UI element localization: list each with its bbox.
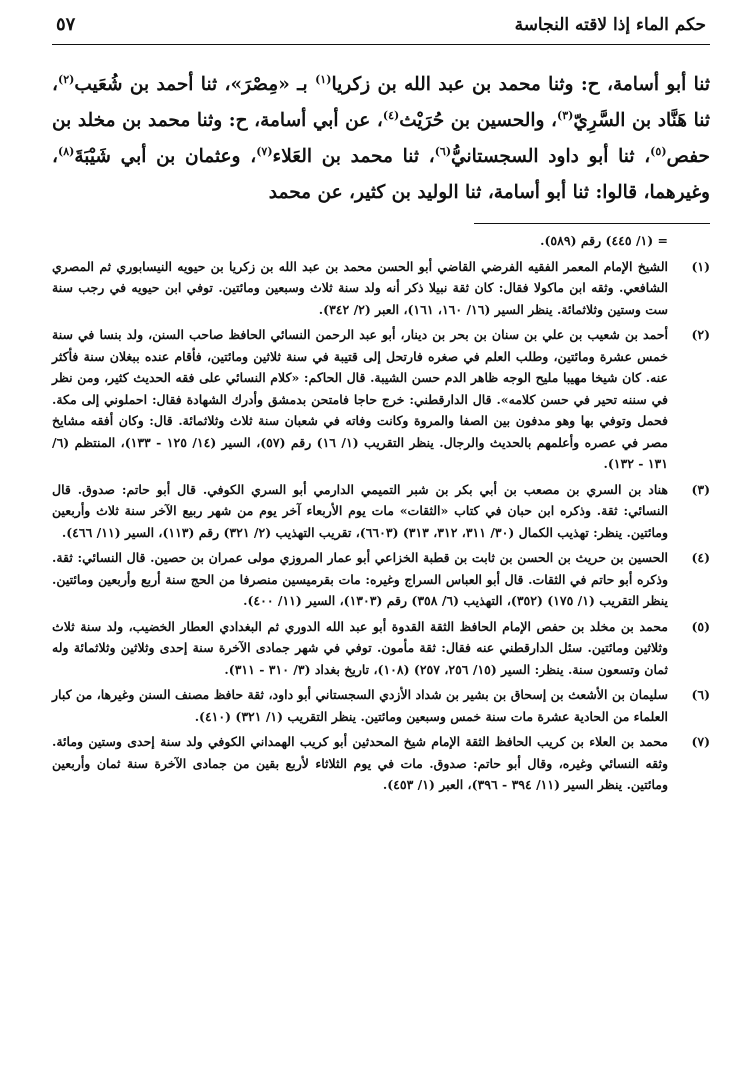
footnote [52, 479, 710, 544]
note-ref: (٤) [382, 108, 400, 122]
text-segment: ، ثنا محمد بن العَلاء [272, 146, 435, 167]
page-header [52, 14, 710, 45]
text-segment: بـ «مِصْرَ»، ثنا أحمد بن شُعَيب [74, 74, 308, 95]
footnote-divider [474, 223, 710, 224]
note-ref: (٧) [256, 144, 273, 158]
note-ref: (٦) [434, 144, 452, 158]
footnote-number: (١) [691, 258, 710, 274]
footnote-continuation: = (١/ ٤٤٥) رقم (٥٨٩). [540, 233, 668, 248]
footnote-number: (٧) [691, 734, 710, 749]
footnote-text: محمد بن العلاء بن كريب الحافظ الثقة الإمام شيخ المحدثين أبو كريب الهمداني الكوفي ولد سنة إحدى وستين ومائة. وثقه النسائي وغيره، وقال أبو حاتم: صدوق. مات في يوم الثلاثاء لأربع بقين من جمادى الآخرة سنة ثمان وأربعين ومائتين. ينظر السير (١١/ ٣٩٤ - ٣٩٦)، العبر (١/ ٤٥٣). [52, 734, 668, 792]
page [52, 14, 710, 1081]
footnote-text: سليمان بن الأشعث بن إسحاق بن بشير بن شداد الأزدي السجستاني أبو داود، ثقة حافظ مصنف السنن وغيرها، من كبار العلماء من الحادية عشرة مات سنة خمس وسبعين ومائتين. ينظر التقريب (١/ ٣٢١) (٤١٠). [52, 687, 668, 724]
main-text [52, 67, 710, 211]
footnote [52, 324, 710, 475]
note-ref: (٣) [557, 108, 574, 122]
text-segment: ثنا أبو أسامة، ح: وثنا محمد بن عبد الله بن زكريا [331, 74, 710, 95]
footnote [52, 256, 710, 321]
main-paragraph [52, 67, 710, 211]
note-ref: (٨) [57, 144, 75, 158]
footnote-number: (٣) [691, 481, 710, 497]
footnote-text: الشيخ الإمام المعمر الفقيه الفرضي القاضي أبو الحسن محمد بن عبد الله بن زكريا بن حيويه النيسابوري ثم المصري الشافعي. وثقه ابن ماكولا فقال: كان ثقة نبيلا ذكر أنه ولد سنة ثلاث وسبعين ومائتين. توفي ابن حيويه في رجب سنة ست وستين وثلاثمائة. ينظر السير (١٦/ ١٦٠، ١٦١)، العبر (٢/ ٣٤٢). [52, 258, 668, 317]
footnote [52, 684, 710, 727]
text-segment: ، والحسين بن حُرَيْث [399, 110, 558, 131]
footnote-number: (٤) [691, 550, 710, 565]
footnote [52, 616, 710, 681]
footnote-text: هناد بن السري بن مصعب بن أبي بكر بن شبر التميمي الدارمي أبو السري الكوفي. قال أبو حاتم: صدوق. قال النسائي: ثقة. وذكره ابن حبان في كتاب «الثقات» مات يوم الأربعاء آخر يوم من شهر ربيع الآخر سنة ثلاث وأربعين ومائتين. ينظر: تهذيب الكمال (٣٠/ ٣١١، ٣١٢، ٣١٣) (٦٦٠٣)، تقريب التهذيب (٢/ ٣٢١) رقم (١١٣)، السير (١١/ ٤٦٦). [52, 481, 668, 540]
text-segment: ، وغيرهما، قالوا: ثنا أبو أسامة، ثنا الوليد بن كثير، عن محمد [52, 146, 710, 203]
footnote-number: (٢) [691, 327, 710, 342]
note-ref: (٥) [650, 144, 667, 158]
footnote-text: محمد بن مخلد بن حفص الإمام الحافظ الثقة القدوة أبو عبد الله الدوري ثم البغدادي العطار الخضيب، ولد سنة ثلاث وثلاثين ومائتين. سئل الدارقطني عنه فقال: ثقة مأمون. توفي في شهر جمادى الآخرة سنة إحدى وثلاثين وثلاثمائة وله ثمان وتسعون سنة. ينظر: السير (١٥/ ٢٥٦، ٢٥٧) (١٠٨)، تاريخ بغداد (٣/ ٣١٠ - ٣١١). [52, 618, 668, 677]
footnote-text: أحمد بن شعيب بن علي بن سنان بن بحر بن دينار، أبو عبد الرحمن النسائي الحافظ صاحب السنن، ولد بنسا في سنة خمس عشرة ومائتين، وطلب العلم في صغره فارتحل إلى قتيبة في سنة ثلاثين ومائتين، فأقام عنده ببغلان سنة فأكثر عنه. كان شيخا مهيبا مليح الوجه ظاهر الدم حسن الشيبة. قال الحاكم: «كلام النسائي على فقه الحديث كثير، ومن نظر في سننه تحير في حسن كلامه». قال الدارقطني: خرج حاجا فامتحن بدمشق وأدرك الشهادة فقال: احملوني إلى مكة. فحمل وتوفي بها وهو مدفون بين الصفا والمروة وكانت وفاته في شعبان سنة ثلاث وثلاثمائة. قال: وكان أفقه مشايخ مصر في عصره وأعلمهم بالحديث والرجال. ينظر التقريب (١/ ١٦) رقم (٥٧)، السير (١٤/ ١٢٥ - ١٣٣)، المنتظم (٦/ ١٣١ - ١٣٢). [52, 327, 668, 471]
text-segment: ، ثنا أبو داود السجستانيُّ [451, 146, 651, 167]
footnotes [52, 230, 710, 796]
footnote-number: (٦) [691, 687, 710, 702]
text-segment: ، وعثمان بن أبي شَيْبَةَ [74, 146, 257, 167]
note-ref: (٢) [57, 72, 75, 86]
page-number: ٥٧ [56, 14, 76, 35]
running-title: حكم الماء إذا لاقته النجاسة [514, 15, 706, 35]
text-segment: ، عن أبي أسامة، ح: وثنا محمد بن مخلد بن حفص [52, 110, 710, 167]
footnote [52, 731, 710, 796]
footnote [52, 547, 710, 612]
text-segment: ، ثنا هَنَّاد بن السَّرِيّ [52, 74, 710, 131]
note-ref: (١) [315, 72, 332, 86]
footnote-number: (٥) [691, 618, 710, 634]
footnote-text: الحسين بن حريث بن الحسن بن ثابت بن قطبة الخزاعي أبو عمار المروزي مولى عمران بن حصين. قال النسائي: ثقة. وذكره أبو حاتم في الثقات. قال أبو العباس السراج وغيره: مات بقرميسين منصرفا من الحج سنة أربع وأربعين ومائتين. ينظر التقريب (١/ ١٧٥) (٣٥٢)، التهذيب (٦/ ٣٥٨) رقم (١٣٠٣)، السير (١١/ ٤٠٠). [52, 550, 668, 608]
